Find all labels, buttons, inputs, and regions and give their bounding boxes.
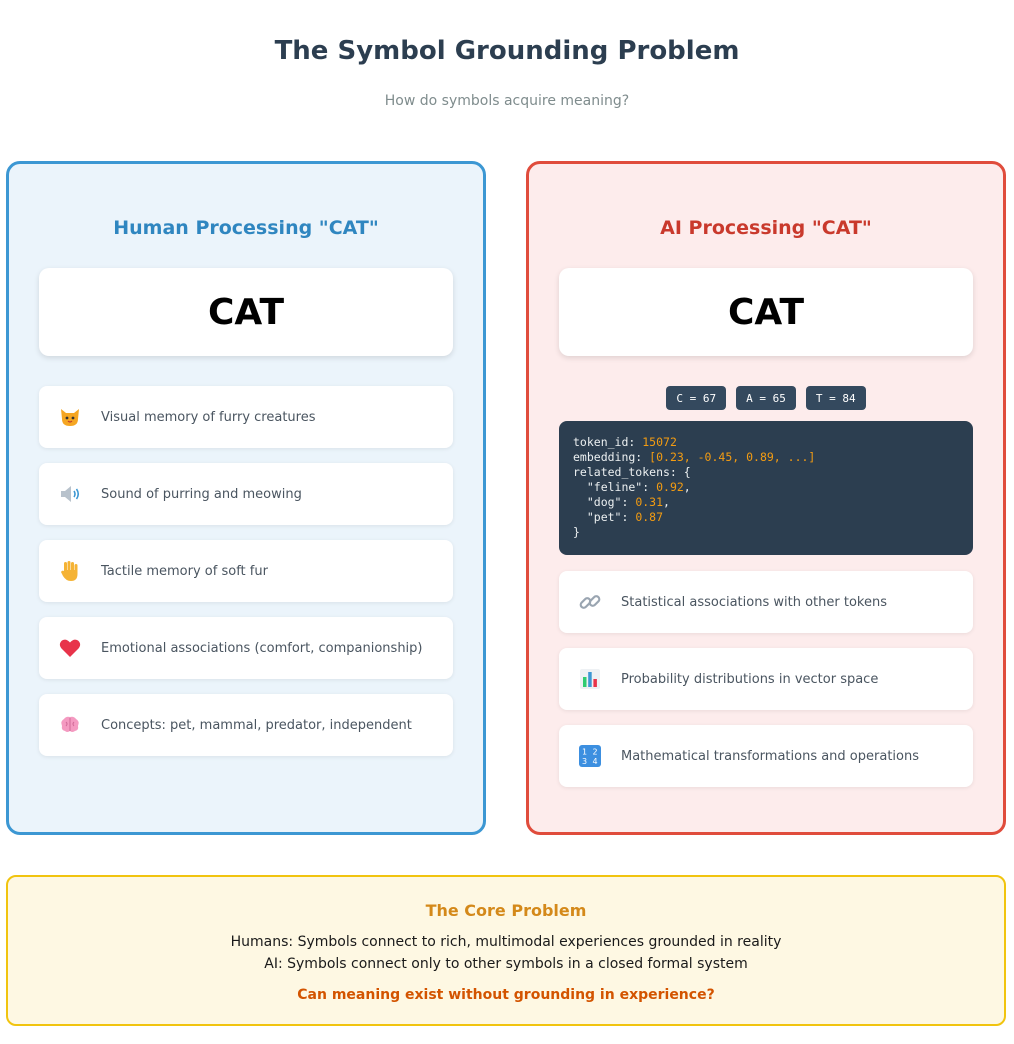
numbers-icon: [577, 743, 603, 769]
code-close-brace: }: [573, 525, 580, 539]
ai-feature-statistical: [559, 571, 973, 633]
human-feature-label: Sound of purring and meowing: [101, 486, 302, 502]
code-feline-value: 0.92: [656, 480, 684, 494]
human-feature-concepts: [39, 694, 453, 756]
code-embedding-value: [0.23, -0.45, 0.89, ...]: [649, 450, 816, 464]
ai-panel-title: AI Processing "CAT": [660, 217, 872, 239]
ascii-badge-c: C = 67: [666, 386, 726, 410]
ai-feature-label: Probability distributions in vector space: [621, 671, 879, 687]
ai-feature-probability: [559, 648, 973, 710]
brain-icon: [57, 712, 83, 738]
human-feature-label: Visual memory of furry creatures: [101, 409, 316, 425]
code-feline-key: "feline":: [573, 480, 657, 494]
svg-text:4: 4: [592, 757, 598, 766]
ascii-badge-t: T = 84: [806, 386, 866, 410]
raised-hand-icon: [57, 558, 83, 584]
core-problem-title: The Core Problem: [425, 901, 587, 920]
human-feature-sound: [39, 463, 453, 525]
ascii-codes: [529, 386, 1003, 410]
svg-text:1: 1: [581, 747, 588, 757]
human-feature-label: Emotional associations (comfort, companionship): [101, 640, 423, 656]
svg-text:3: 3: [581, 757, 588, 766]
core-problem-question: Can meaning exist without grounding in experience?: [297, 987, 715, 1003]
human-panel-title: Human Processing "CAT": [113, 217, 379, 239]
heart-icon: [57, 635, 83, 661]
core-problem-box: [6, 875, 1006, 1026]
page-subtitle: How do symbols acquire meaning?: [384, 93, 630, 109]
link-icon: [577, 589, 603, 615]
human-feature-label: Tactile memory of soft fur: [101, 563, 268, 579]
svg-text:2: 2: [592, 747, 598, 757]
ai-word-card: CAT: [559, 268, 973, 356]
speaker-icon: [57, 481, 83, 507]
ai-feature-mathematical: [559, 725, 973, 787]
token-code-block: token_id: 15072 embedding: [0.23, -0.45, 0.89, ...] related_tokens: { "feline": 0.92, "dog": 0.31, "pet": 0.87 }: [559, 421, 973, 555]
code-pet-key: "pet":: [573, 510, 636, 524]
bar-chart-icon: [577, 666, 603, 692]
human-feature-label: Concepts: pet, mammal, predator, independent: [101, 717, 412, 733]
human-feature-emotional: [39, 617, 453, 679]
code-dog-key: "dog":: [573, 495, 636, 509]
ascii-badge-a: A = 65: [736, 386, 796, 410]
ai-feature-label: Statistical associations with other tokens: [621, 594, 887, 610]
code-dog-value: 0.31: [635, 495, 664, 509]
ai-feature-label: Mathematical transformations and operations: [621, 748, 919, 764]
core-problem-ai-line: AI: Symbols connect only to other symbols in a closed formal system: [264, 956, 748, 972]
human-word-card: CAT: [39, 268, 453, 356]
code-pet-value: 0.87: [635, 510, 664, 524]
human-panel: [6, 161, 486, 835]
human-feature-tactile: [39, 540, 453, 602]
core-problem-human-line: Humans: Symbols connect to rich, multimodal experiences grounded in reality: [230, 934, 782, 950]
code-related-key: related_tokens: {: [573, 465, 691, 479]
page-title: The Symbol Grounding Problem: [274, 36, 740, 66]
code-embedding-key: embedding:: [573, 450, 650, 464]
cat-face-icon: [57, 404, 83, 430]
human-feature-visual: [39, 386, 453, 448]
ai-panel: [526, 161, 1006, 835]
code-token-id-key: token_id:: [573, 435, 643, 449]
code-token-id-value: 15072: [642, 435, 677, 449]
